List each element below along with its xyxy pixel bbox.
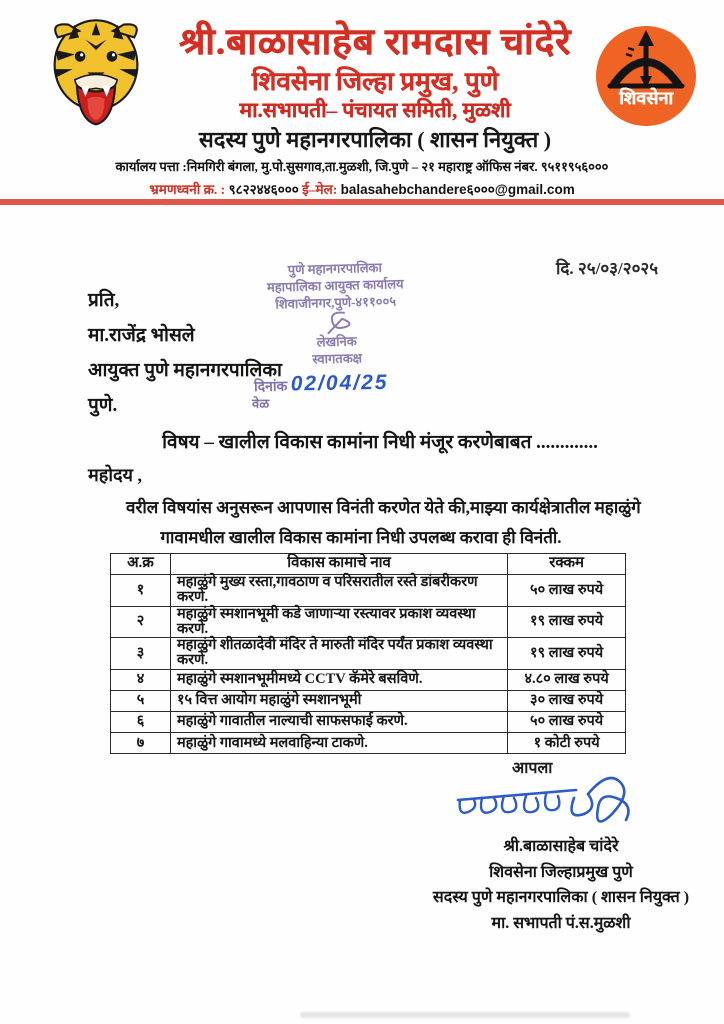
closing-salutation: आपला (512, 760, 553, 777)
table-row (111, 711, 626, 732)
stamp-line-2: महापालिका आयुक्त कार्यालय (266, 276, 404, 295)
serial-cell: ७ (111, 733, 171, 754)
email-address: balasahebchandere६०००@gmail.com (340, 182, 575, 197)
amount-cell: १९ लाख रुपये (508, 638, 626, 669)
stamp-clerk-label: लेखनिक (316, 333, 357, 350)
amount-cell: १९ लाख रुपये (508, 606, 626, 637)
recipient-salutation: प्रति, (88, 290, 120, 311)
table-row (111, 733, 626, 754)
shivsena-logo (596, 26, 696, 126)
tiger-logo-icon (42, 14, 150, 136)
stamp-line-1: पुणे महानगरपालिका (287, 259, 383, 278)
recipient-city: पुणे. (88, 395, 118, 416)
letterhead-title-2: मा.सभापती– पंचायत समिती, मुळशी (239, 98, 511, 122)
serial-cell: ४ (111, 669, 171, 690)
email-label: ई–मेल: (302, 182, 338, 197)
phone-number: ९८२२४४६००० (228, 182, 299, 197)
stamp-time-label: वेळ (252, 396, 270, 411)
signatory-name: श्री.बाळासाहेब चांदेरे (503, 838, 619, 855)
recipient-designation: आयुक्त पुणे महानगरपालिका (88, 360, 282, 381)
amount-cell: ४.८० लाख रुपये (508, 669, 626, 690)
body-line-2: गावामधील खालील विकास कामांना निधी उपलब्ध करावा ही विनंती. (160, 528, 562, 547)
office-address: कार्यालय पत्ता :निमगिरी बंगला, मु.पो.सुसगाव,ता.मुळशी, जि.पुणे – २१ महाराष्ट्र ऑफिस नंबर. ९५११९५६००० (115, 159, 609, 174)
letterhead-name: श्री.बाळासाहेब रामदास चांदेरे (178, 22, 572, 63)
signatory-title-3: मा. सभापती पं.स.मुळशी (491, 914, 631, 932)
amount-cell: १ कोटी रुपये (508, 733, 626, 754)
handwritten-date: 02/04/25 (290, 370, 389, 396)
signatory-title-2: सदस्य पुणे महानगरपालिका ( शासन नियुक्त ) (432, 889, 690, 906)
col-header-serial: अ.क्र (111, 554, 171, 575)
amount-cell: ३० लाख रुपये (508, 690, 626, 711)
work-cell: महाळुंगे स्मशानभूमी कडे जाणाऱ्या रस्त्यावर प्रकाश व्यवस्था करणे. (170, 606, 507, 637)
col-header-work: विकास कामाचे नाव (170, 554, 507, 575)
table-row (111, 690, 626, 711)
works-table (110, 553, 626, 754)
work-cell: महाळुंगे मुख्य रस्ता,गावठाण व परिसरातील रस्ते डांबरीकरण करणे. (170, 575, 507, 606)
serial-cell: २ (111, 606, 171, 637)
work-cell: १५ वित्त आयोग महाळुंगे स्मशानभूमी (170, 690, 507, 711)
recipient-name: मा.राजेंद्र भोसले (88, 325, 195, 346)
serial-cell: ३ (111, 638, 171, 669)
stamp-initial-scribble (316, 308, 357, 335)
letterhead-title-3: सदस्य पुणे महानगरपालिका ( शासन नियुक्त ) (198, 127, 552, 152)
body-line-1: वरील विषयांस अनुसरून आपणास विनंती करणेत येते की,माझ्या कार्यक्षेत्रातील महाळुंगे (126, 498, 641, 517)
amount-cell: ५० लाख रुपये (508, 711, 626, 732)
recipient-block (88, 286, 282, 426)
table-header-row (111, 554, 626, 575)
table-row (111, 638, 626, 669)
letterhead-title-1: शिवसेना जिल्हा प्रमुख, पुणे (251, 67, 499, 96)
work-cell: महाळुंगे स्मशानभूमीमध्ये CCTV कॅमेरे बसविणे. (170, 669, 507, 690)
serial-cell: ६ (111, 711, 171, 732)
serial-cell: ५ (111, 690, 171, 711)
serial-cell: १ (111, 575, 171, 606)
subject-line: विषय – खालील विकास कामांना निधी मंजूर करणेबाबत ............. (162, 432, 598, 453)
contact-line (40, 180, 684, 198)
scan-smudge (300, 1012, 630, 1018)
signatory-title-1: शिवसेना जिल्हाप्रमुख पुणे (489, 863, 633, 881)
stamp-date-label: दिनांक (253, 379, 288, 396)
work-cell: महाळुंगे शीतळादेवी मंदिर ते मारुती मंदिर पर्यंत प्रकाश व्यवस्था करणे. (170, 638, 507, 669)
letter-date: दि. २५/०३/२०२५ (556, 259, 659, 278)
stamp-line-3: शिवाजीनगर,पुणे-४११००५ (275, 293, 397, 312)
salutation: महोदय , (88, 465, 142, 485)
phone-label: भ्रमणध्वनी क्र. : (149, 182, 226, 197)
work-cell: महाळुंगे गावातील नाल्याची साफसफाई करणे. (170, 711, 507, 732)
amount-cell: ५० लाख रुपये (508, 575, 626, 606)
stamp-desk-label: स्वागतकक्ष (312, 350, 363, 367)
table-row (111, 575, 626, 606)
work-cell: महाळुंगे गावामध्ये मलवाहिन्या टाकणे. (170, 733, 507, 754)
table-row (111, 669, 626, 690)
table-row (111, 606, 626, 637)
signatory-block (420, 834, 702, 936)
signature-scribble (448, 768, 648, 836)
header-separator-rule (0, 199, 724, 205)
shivsena-logo-label: शिवसेना (619, 88, 673, 108)
bow-arrow-icon (596, 26, 696, 126)
col-header-amount: रक्कम (508, 554, 626, 575)
